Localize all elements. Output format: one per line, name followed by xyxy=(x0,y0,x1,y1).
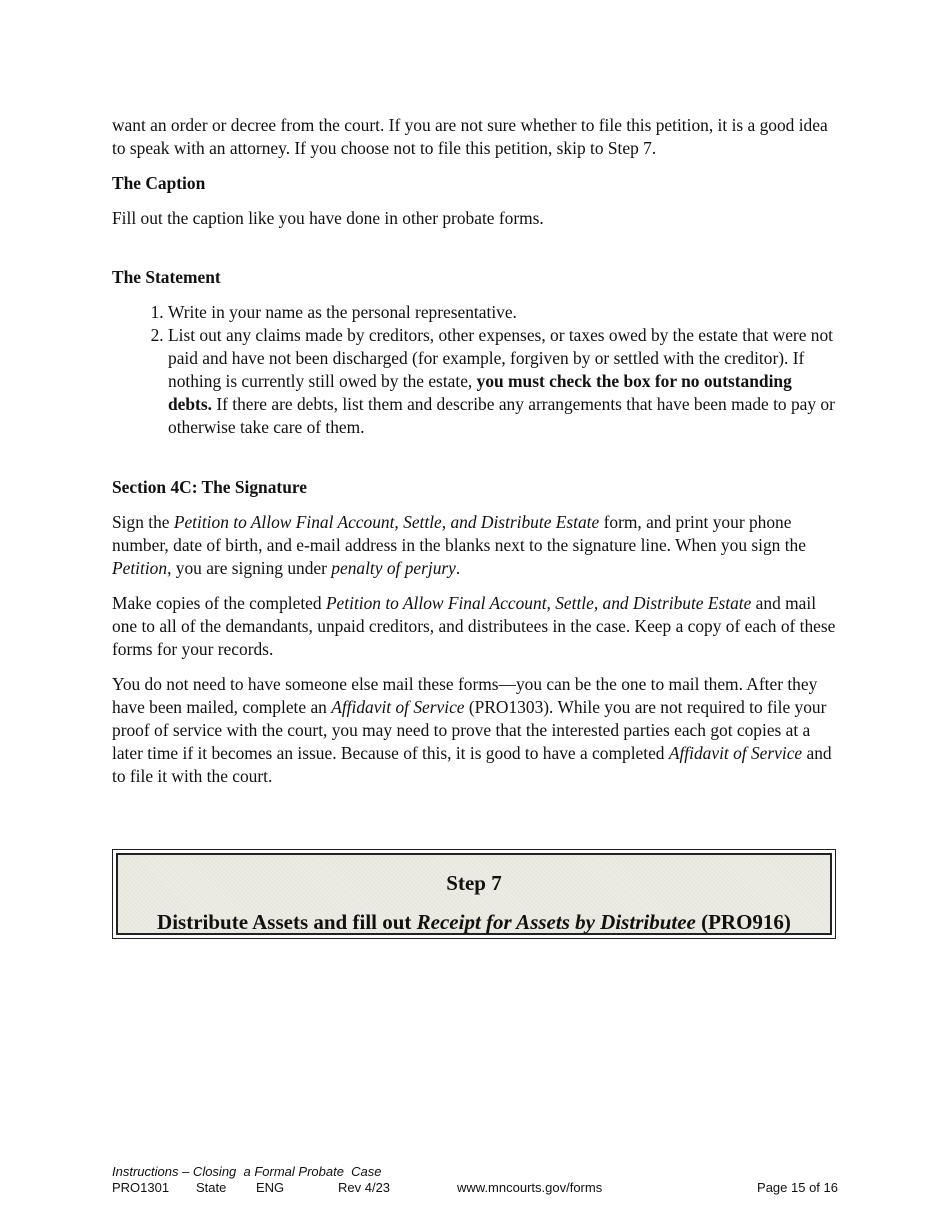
statement-item-2-bold: you must check the box for no outstanding debts. xyxy=(168,371,792,414)
step-7-box xyxy=(112,849,836,939)
signature-paragraph-2 xyxy=(112,592,840,661)
footer-page-number: Page 15 of 16 xyxy=(757,1180,838,1195)
text-run: (PRO1303). While you are not required to file your proof of service with the court, you may need to prove that the interested parties each got copies at a later time if it becomes an issue. Because of this, it is good to have a completed xyxy=(112,697,827,763)
signature-heading: Section 4C: The Signature xyxy=(112,477,308,497)
step-title-italic: Receipt for Assets by Distributee xyxy=(416,910,696,934)
statement-item-2-text: List out any claims made by creditors, other expenses, or taxes owed by the estate that were not paid and have not been discharged (for example, forgiven by or settled with the creditor). If nothing is currently still owed by the estate, xyxy=(168,325,833,391)
text-run: and to file it with the court. xyxy=(112,743,832,786)
text-run: You do not need to have someone else mail these forms—you can be the one to mail them. After they have been mailed, complete an xyxy=(112,674,818,717)
step-title xyxy=(118,909,830,935)
footer-language: ENG xyxy=(256,1180,285,1195)
signature-paragraph-1 xyxy=(112,511,840,580)
caption-heading: The Caption xyxy=(112,173,206,193)
list-item xyxy=(168,324,840,439)
text-run: and mail one to all of the demandants, unpaid creditors, and distributees in the case. Keep a copy of each of these forms for your records. xyxy=(112,593,836,659)
footer-doc-title: Instructions – Closing a Formal Probate Case xyxy=(112,1164,382,1179)
statement-item-1: Write in your name as the personal representative. xyxy=(168,302,517,322)
text-run: Sign the xyxy=(112,512,174,532)
step-7-box-inner xyxy=(116,853,832,935)
signature-paragraph-3 xyxy=(112,673,840,788)
footer-form-id: PRO1301 xyxy=(112,1180,170,1195)
perjury-italic: penalty of perjury xyxy=(331,558,456,578)
footer-url[interactable]: www.mncourts.gov/forms xyxy=(457,1180,603,1195)
affidavit-italic: Affidavit of Service xyxy=(331,697,465,717)
text-run: form, and print your phone number, date of birth, and e-mail address in the blanks next to the signature line. When you sign the xyxy=(112,512,806,555)
statement-heading: The Statement xyxy=(112,267,221,287)
document-body xyxy=(112,114,840,800)
affidavit-italic: Affidavit of Service xyxy=(668,743,803,763)
footer-state: State xyxy=(196,1180,227,1195)
text-run: . xyxy=(455,558,461,578)
form-title-italic: Petition to Allow Final Account, Settle, and Distribute Estate xyxy=(173,512,600,532)
statement-item-2-text-end: If there are debts, list them and describe any arrangements that have been made to pay or otherwise take care of them. xyxy=(168,394,835,437)
footer-meta xyxy=(112,1180,840,1196)
intro-paragraph: want an order or decree from the court. If you are not sure whether to file this petition, it is a good idea to speak with an attorney. If you choose not to file this petition, skip to Step 7. xyxy=(112,115,828,158)
step-number: Step 7 xyxy=(446,871,502,895)
petition-italic: Petition xyxy=(112,558,168,578)
form-title-italic: Petition to Allow Final Account, Settle, and Distribute Estate xyxy=(325,593,752,613)
list-item xyxy=(168,301,840,324)
text-run: Make copies of the completed xyxy=(112,593,326,613)
footer-revision: Rev 4/23 xyxy=(338,1180,391,1195)
step-title-text: Distribute Assets and fill out xyxy=(157,910,417,934)
text-run: , you are signing under xyxy=(167,558,332,578)
statement-list xyxy=(112,301,840,439)
caption-paragraph: Fill out the caption like you have done in other probate forms. xyxy=(112,208,544,228)
page-footer xyxy=(112,1164,840,1196)
step-title-form-id: (PRO916) xyxy=(695,910,791,934)
